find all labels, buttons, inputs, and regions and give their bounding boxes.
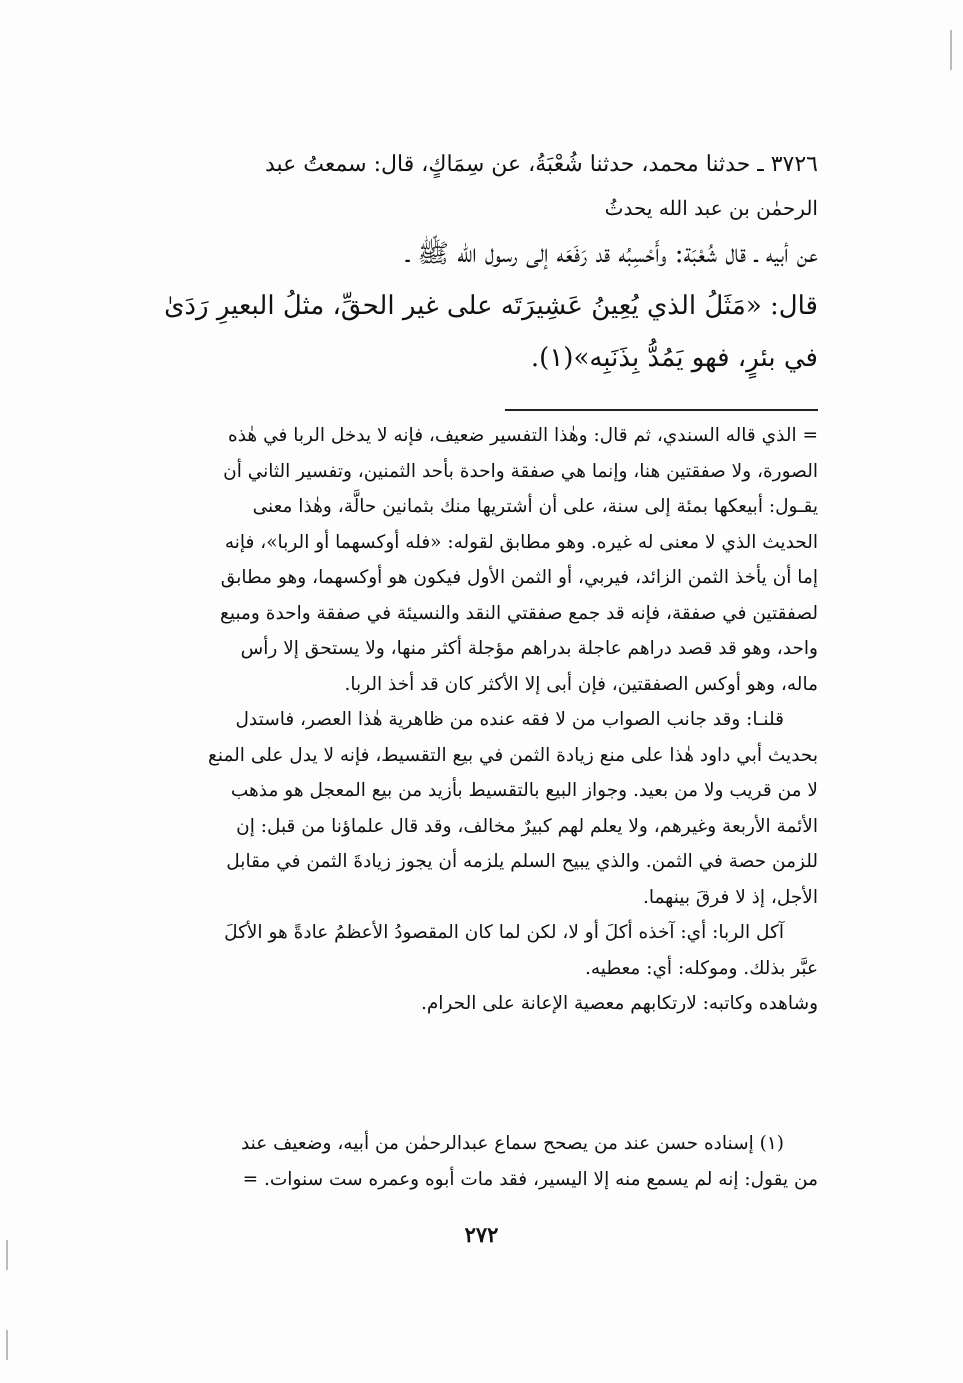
commentary-line: بحديث أبي داود هٰذا على منع زيادة الثمن في بيع التقسيط، فإنه لا يدل على المنع — [208, 744, 818, 766]
hadith-line: عن أبيه ـ قال شُعْبَة: وأَحْسِبُه قد رَفَعَه إلى رسول الله ﷺ ـ — [405, 239, 818, 269]
commentary-line: يقـول: أبيعكها بمئة إلى سنة، على أن أشتريها منك بثمانين حالَّة، وهٰذا معنى — [252, 496, 818, 517]
footnote-separator — [505, 409, 818, 411]
footnote-line: (١) إسناده حسن عند من يصحح سماع عبدالرحمٰن من أبيه، وضعيف عند — [240, 1133, 784, 1154]
page-number: ٢٧٢ — [464, 1222, 499, 1247]
footnote-line: من يقول: إنه لم يسمع منه إلا اليسير، فقد مات أبوه وعمره ست سنوات. = — [242, 1169, 818, 1190]
hadith-line: في بئرٍ، فهو يَمُدُّ بِذَنَبِه»(١). — [530, 343, 818, 373]
hadith-line: الرحمٰن بن عبد الله يحدثُ — [604, 196, 818, 220]
hadith-text — [118, 142, 818, 384]
commentary-line: واحد، وهو قد قصد دراهم عاجلة بدراهم مؤجلة أكثر منها، ولا يستحق إلا رأس — [240, 638, 818, 659]
scan-edge-mark — [6, 1240, 8, 1270]
commentary-line: الصورة، ولا صفقتين هنا، وإنما هي صفقة واحدة بأحد الثمنين، وتفسير الثاني أن — [223, 460, 818, 482]
commentary-line: آكل الربا: أي: آخذه أكلَ أو لا، لكن لما كان المقصودُ الأعظمُ عادةً هو الأكلَ — [224, 922, 784, 943]
commentary-line: ماله، وهو أوكس الصفقتين، فإن أبى إلا الأكثر كان قد أخذ الربا. — [344, 673, 818, 695]
commentary-line: عبَّر بذلك. وموكله: أي: معطيه. — [584, 957, 818, 979]
commentary-line: الأجل، إذ لا فرقَ بينهما. — [642, 886, 818, 908]
commentary-line: = الذي قاله السندي، ثم قال: وهٰذا التفسير ضعيف، فإنه لا يدخل الربا في هٰذه — [228, 425, 818, 446]
hadith-line: ٣٧٢٦ ـ حدثنا محمد، حدثنا شُعْبَةُ، عن سِمَاكٍ، قال: سمعتُ عبد — [264, 152, 818, 177]
commentary-line: وشاهده وكاتبه: لارتكابهم معصية الإعانة على الحرام. — [420, 993, 818, 1014]
commentary-line: الأئمة الأربعة وغيرهم، ولا يعلم لهم كبيرٌ مخالف، وقد قال علماؤنا من قبل: إن — [236, 815, 818, 837]
commentary-line: الحديث الذي لا معنى له غيره. وهو مطابق لقوله: «فله أوكسهما أو الربا»، فإنه — [224, 531, 818, 553]
commentary-line: لا من قريب ولا من بعيد. وجواز البيع بالتقسيط بأزيد من بيع المعجل هو مذهب — [230, 780, 818, 801]
scan-edge-mark — [950, 30, 952, 70]
commentary-line: إما أن يأخذ الثمن الزائد، فيربي، أو الثمن الأول فيكون هو أوكسهما، وهو مطابق — [220, 567, 818, 588]
hadith-line: قال: «مَثَلُ الذي يُعِينُ عَشِيرَتَه على غير الحقِّ، مثلُ البعيرِ رَدَىٰ — [164, 291, 818, 321]
commentary-line: للزمن حصة في الثمن. والذي يبيح السلم يلزمه أن يجوز زيادةَ الثمن في مقابل — [226, 851, 818, 872]
footnote — [118, 1126, 818, 1198]
commentary-line: قلنـا: وقد جانب الصواب من لا فقه عنده من ظاهرية هٰذا العصر، فاستدل — [235, 709, 784, 730]
commentary-line: لصفقتين في صفقة، فإنه قد جمع صفقتي النقد والنسيئة في صفقة واحدة ومبيع — [220, 602, 818, 624]
scan-edge-mark — [6, 1330, 8, 1360]
commentary-text — [118, 418, 818, 1022]
